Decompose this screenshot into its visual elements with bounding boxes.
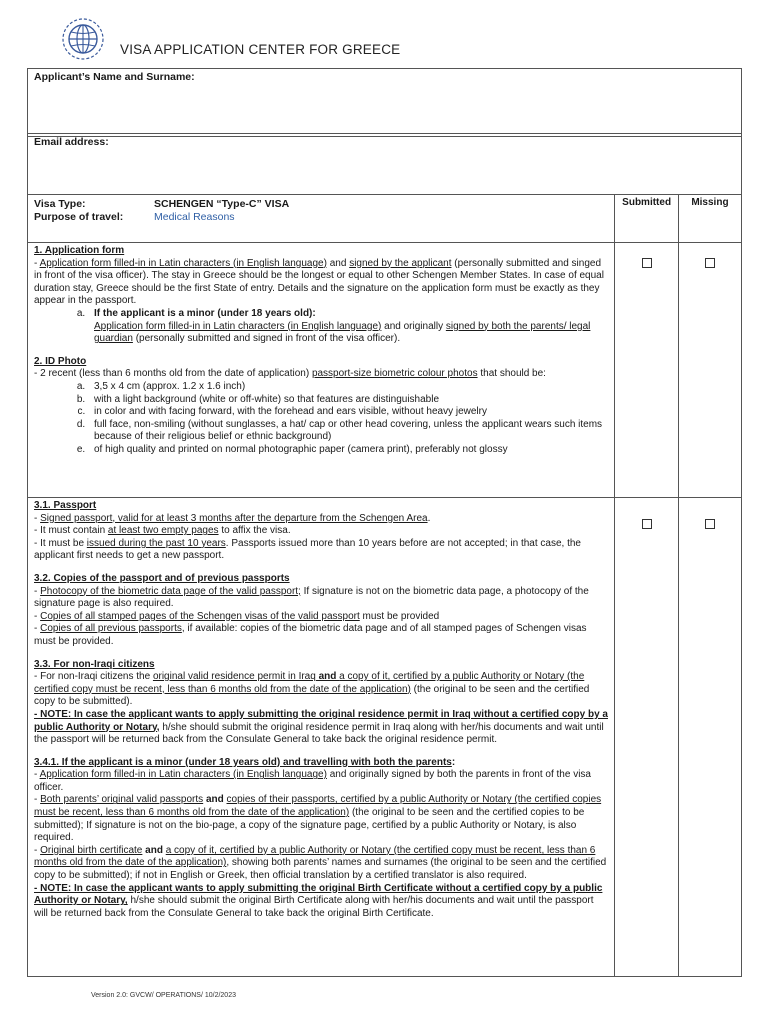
- section-id-photo-title: 2. ID Photo: [34, 355, 87, 367]
- globe-icon: [60, 16, 106, 62]
- section-application-form-title: 1. Application form: [34, 245, 125, 256]
- table-row: [28, 498, 742, 977]
- submitted-checkbox-2[interactable]: [642, 519, 652, 529]
- version-footer: Version 2.0: GVCW/ OPERATIONS/ 10/2/2023: [91, 992, 236, 999]
- list-item: d. full face, non-smiling (without sunglasses, a hat/ cap or other head covering, unless the applicant wears such items because of their religious belief or ethnic background): [88, 419, 608, 444]
- section-non-iraqi-title: 3.3. For non-Iraqi citizens: [34, 658, 155, 670]
- missing-cell-2: [678, 498, 741, 977]
- submitted-cell-2: [615, 498, 679, 977]
- list-item: a. If the applicant is a minor (under 18 years old): Application form filled-in in Latin characters (in English language) and originally signed by both the parents/ legal guardian (personally submitted and signed in front of the visa officer).: [88, 308, 608, 346]
- requirements-cell-1: [28, 243, 615, 498]
- checklist-table: [27, 194, 742, 977]
- submitted-checkbox-1[interactable]: [642, 258, 652, 268]
- list-item: a. 3,5 x 4 cm (approx. 1.2 x 1.6 inch): [88, 381, 608, 394]
- list-item: c. in color and with facing forward, with the forehead and ears visible, without heavy jewelry: [88, 406, 608, 419]
- page-title: VISA APPLICATION CENTER FOR GREECE: [120, 42, 401, 57]
- email-field[interactable]: [27, 133, 742, 195]
- requirements-cell-2: [28, 498, 615, 977]
- minor-both-parents-text: - Application form filled-in in Latin characters (in English language) and originally signed by both the parents in front of the visa officer. - Both parents’ original valid passports and copies of their passports, certified by a public Authority or Notary (the certified copies must be recent, less than 6 months old from the date of the application) (the original to be seen and the certified copies to be submitted); If signature is not on the bio-page, a copy of the signature page, certified by a public Authority or Notary, is also required. - Original birth certificate and a copy of it, certified by a public Authority or Notary (the certified copy must be recent, less than 6 months old from the date of the application), showing both parents’ names and surnames (the original to be seen and the certified copy to be submitted); if not in English or Greek, then official translation by a certified translator is also required. - NOTE: In case the applicant wants to apply submitting the original Birth Certificate without a certified copy by a public Authority or Notary, h/she should submit the original Birth Certificate along with her/his documents and wait until the passport will be returned back from the Consulate General to take back the original Birth Certificate.: [34, 769, 607, 919]
- purpose-value: Medical Reasons: [154, 211, 235, 223]
- section-passport-title: 3.1. Passport: [34, 500, 97, 511]
- section-minor-both-parents-title: 3.4.1. If the applicant is a minor (under 18 years old) and travelling with both the parents:: [34, 756, 456, 768]
- visa-info-cell: [28, 195, 615, 243]
- missing-column-header: Missing: [678, 195, 741, 243]
- email-label: Email address:: [34, 136, 109, 148]
- application-form-text: - Application form filled-in in Latin characters (in English language) and signed by the applicant (personally submitted and singed in front of the visa officer). The stay in Greece should be the longest or equal to other Schengen Member States. In case of equal duration stay, Greece should be the first State of entry. Details and the signature on the application form must be exactly as they appear in the passport.: [34, 257, 604, 307]
- table-header-row: [28, 195, 742, 243]
- id-photo-text: - 2 recent (less than 6 months old from the date of application) passport-size biometric colour photos that should be:: [34, 368, 546, 380]
- list-item: e. of high quality and printed on normal photographic paper (camera print), preferably not glossy: [88, 444, 608, 457]
- non-iraqi-text: - For non-Iraqi citizens the original valid residence permit in Iraq and a copy of it, certified by a public Authority or Notary (the certified copy must be recent, less than 6 months old from the date of the application) (the original to be seen and the certified copy to be submitted). - NOTE: In case the applicant wants to apply submitting the original residence permit in Iraq without a certified copy by a public Authority or Notary, h/she should submit the original residence permit in Iraq along with her/his documents and wait until the passport will be returned back from the Consulate General to take back the original residence permit.: [34, 671, 608, 746]
- submitted-cell-1: [615, 243, 679, 498]
- passport-copies-text: - Photocopy of the biometric data page of the valid passport; If signature is not on the biometric data page, a photocopy of the signature page is also required. - Copies of all stamped pages of the Schengen visas of the valid passport must be provided - Copies of all previous passports, if available: copies of the biometric data page and of all stamped pages of Schengen visas must be provided.: [34, 585, 589, 647]
- applicant-name-field[interactable]: [27, 68, 742, 137]
- visa-type-label: Visa Type:: [34, 198, 86, 210]
- photo-requirements-list: [34, 381, 608, 457]
- purpose-label: Purpose of travel:: [34, 211, 124, 223]
- visa-type-value: SCHENGEN “Type-C” VISA: [154, 198, 290, 210]
- submitted-column-header: Submitted: [615, 195, 679, 243]
- list-item: b. with a light background (white or off-white) so that features are distinguishable: [88, 394, 608, 407]
- passport-text: - Signed passport, valid for at least 3 months after the departure from the Schengen Area. - It must contain at least two empty pages to affix the visa. - It must be issued during the past 10 years. Passports issued more than 10 years before are not accepted; in that case, the applicant first needs to get a new passport.: [34, 512, 581, 562]
- missing-cell-1: [678, 243, 741, 498]
- minor-list: [34, 308, 608, 346]
- missing-checkbox-2[interactable]: [705, 519, 715, 529]
- missing-checkbox-1[interactable]: [705, 258, 715, 268]
- table-row: [28, 243, 742, 498]
- applicant-name-label: Applicant’s Name and Surname:: [34, 71, 195, 83]
- section-passport-copies-title: 3.2. Copies of the passport and of previous passports: [34, 572, 290, 584]
